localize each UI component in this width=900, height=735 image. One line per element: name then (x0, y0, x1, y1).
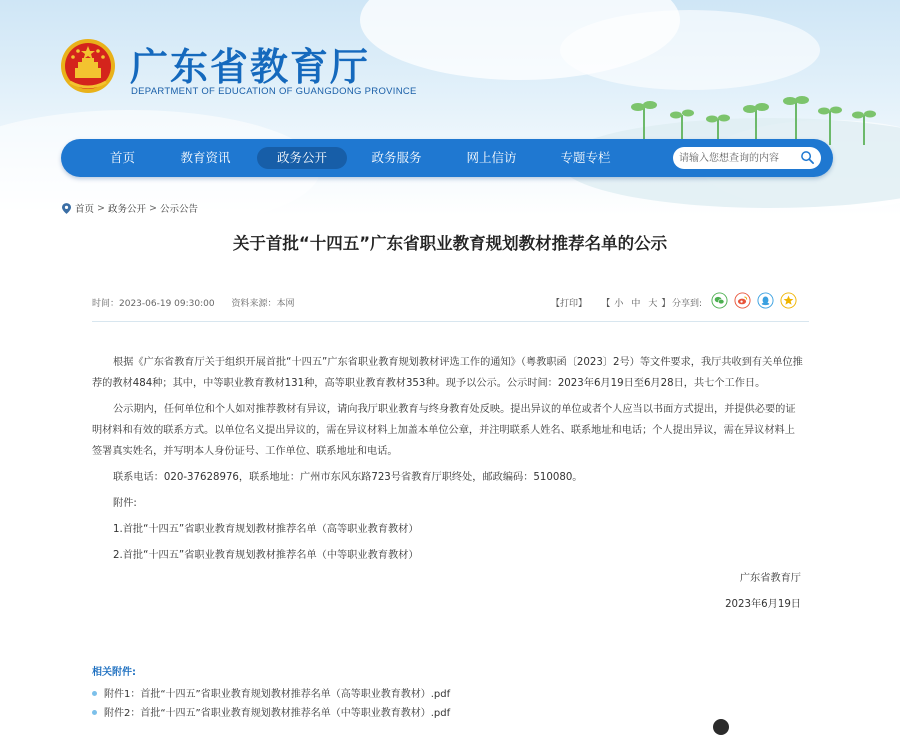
paragraph-contact: 联系电话：020-37628976，联系地址：广州市东风东路723号省教育厅职终处，邮政编码：510080。 (113, 472, 583, 483)
nav-item-online-petition[interactable]: 网上信访 (466, 150, 517, 165)
paragraph-objection: 公示期内，任何单位和个人如对推荐教材有异议，请向我厅职业教育与终身教育处反映。提出异议的单位或者个人应当以书面方式提出，并提供必要的证明材料和有效的联系方式。以单位名义提出异议的，需在异议材料上加盖本单位公章，并注明联系人姓名、联系地址和电话；个人提出异议，需在异议材料上签署真实姓名，并写明本人身份证号、工作单位、联系地址和电话。 (92, 404, 796, 457)
attachment-line-2: 2.首批“十四五”省职业教育规划教材推荐名单（中等职业教育教材） (113, 550, 419, 561)
search-icon[interactable] (800, 150, 815, 165)
article-title: 关于首批“十四五”广东省职业教育规划教材推荐名单的公示 (232, 234, 668, 253)
national-emblem-icon (60, 38, 116, 94)
paragraph-basis: 根据《广东省教育厅关于组织开展首批“十四五”广东省职业教育规划教材评选工作的通知》（粤教职函〔2023〕2号）等文件要求，我厅共收到有关单位推荐的教材484种；其中，中等职业教育教材131种，高等职业教育教材353种。现予以公示。公示时间：2023年6月19日至6月28日，共七个工作日。 (92, 357, 803, 389)
attachment-link-1[interactable] (92, 685, 450, 700)
font-size-bracket-open: 【 (601, 299, 611, 309)
nav-item-government-affairs[interactable]: 政务公开 (257, 147, 347, 169)
share-label: 分享到: (672, 299, 703, 309)
weibo-icon[interactable] (734, 292, 751, 309)
sprouts-decoration (626, 85, 886, 145)
attachment-line-1: 1.首批“十四五”省职业教育规划教材推荐名单（高等职业教育教材） (113, 524, 419, 535)
font-size-large[interactable]: 大 (648, 299, 658, 309)
attachment-link-2-label[interactable]: 附件2：首批“十四五”省职业教育规划教材推荐名单（中等职业教育教材）.pdf (104, 708, 451, 719)
search-input[interactable] (679, 149, 797, 167)
publish-time: 时间：2023-06-19 09:30:00 (92, 299, 215, 309)
breadcrumb-separator: > (97, 202, 105, 214)
header-banner (0, 0, 900, 215)
site-subtitle: DEPARTMENT OF EDUCATION OF GUANGDONG PROVINCE (131, 86, 417, 97)
font-size-small[interactable]: 小 (614, 299, 624, 309)
nav-item-special-topics[interactable]: 专题专栏 (560, 150, 611, 165)
wechat-icon[interactable] (711, 292, 728, 309)
floating-tool-icon[interactable] (713, 719, 729, 735)
print-button[interactable]: 【打印】 (551, 299, 588, 309)
main-nav (61, 139, 833, 177)
breadcrumb (62, 201, 198, 215)
font-size-medium[interactable]: 中 (631, 299, 641, 309)
nav-item-government-services[interactable]: 政务服务 (371, 150, 422, 165)
breadcrumb-separator: > (149, 202, 157, 214)
qq-icon[interactable] (757, 292, 774, 309)
article-tools (551, 296, 670, 309)
bullet-dot (92, 691, 97, 696)
search-box (673, 147, 821, 169)
attachment-link-2[interactable] (92, 704, 450, 719)
nav-item-home[interactable]: 首页 (109, 150, 135, 165)
nav-item-education-news[interactable]: 教育资讯 (180, 150, 231, 165)
attachment-link-1-label[interactable]: 附件1：首批“十四五”省职业教育规划教材推荐名单（高等职业教育教材）.pdf (104, 689, 451, 700)
article-body (92, 352, 805, 566)
breadcrumb-government-affairs[interactable]: 政务公开 (107, 204, 146, 215)
divider (92, 321, 809, 322)
article-source: 资料来源：本网 (231, 299, 295, 309)
breadcrumb-home[interactable]: 首页 (75, 204, 95, 215)
breadcrumb-announcements[interactable]: 公示公告 (159, 204, 198, 215)
attachments-label: 附件: (113, 498, 137, 509)
qzone-icon[interactable] (780, 292, 797, 309)
location-pin-icon (62, 203, 71, 214)
font-size-bracket-close: 】 (661, 299, 671, 309)
signature-org: 广东省教育厅 (739, 573, 801, 584)
article-meta (92, 296, 308, 309)
bullet-dot (92, 710, 97, 715)
site-title: 广东省教育厅 (130, 44, 371, 89)
signature-date: 2023年6月19日 (725, 599, 801, 610)
related-attachments-title: 相关附件: (92, 667, 136, 678)
